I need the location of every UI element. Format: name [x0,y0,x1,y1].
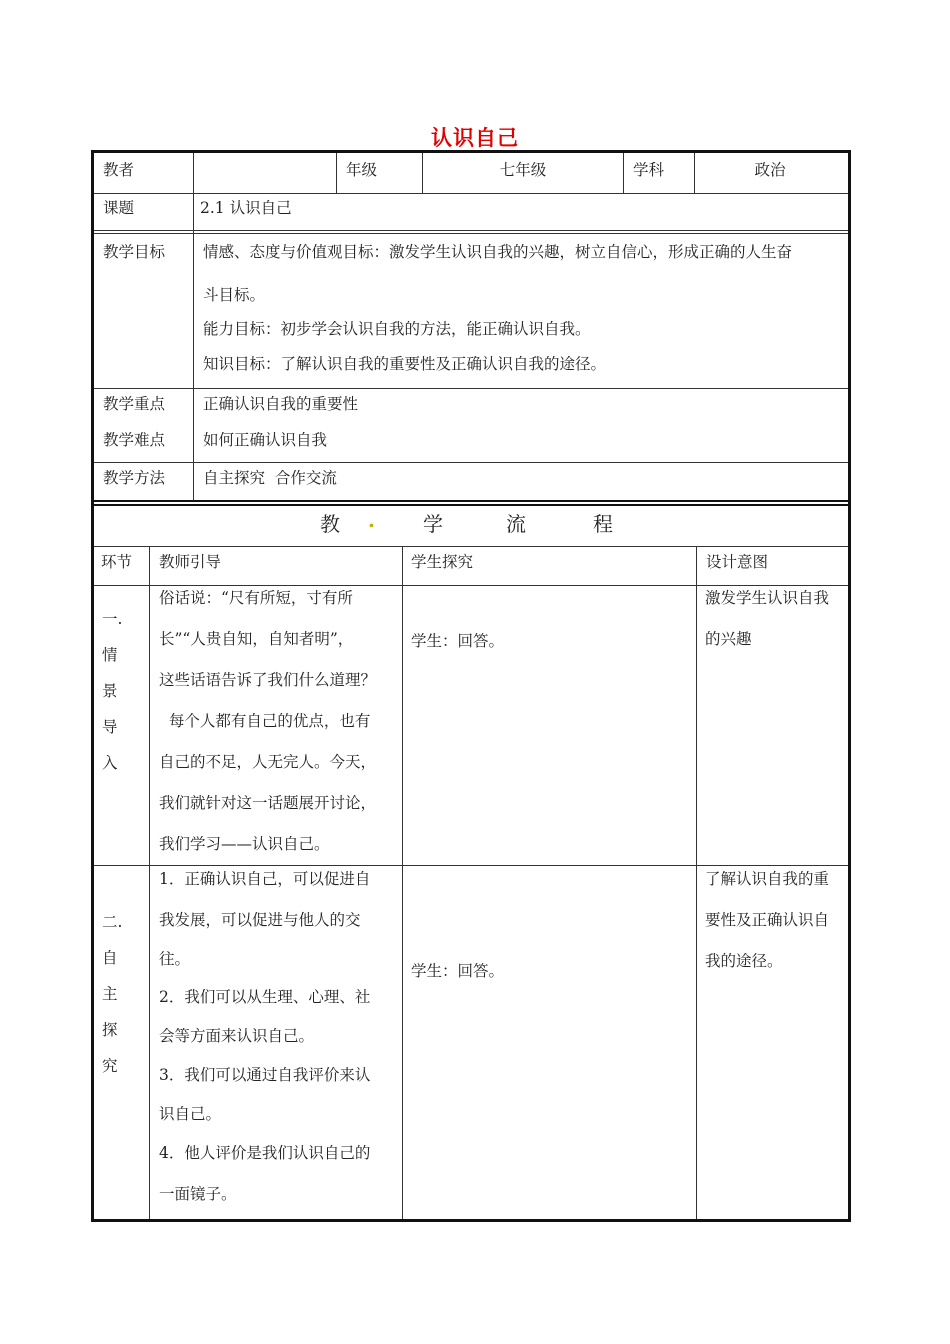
flow-title-dot: . [368,508,375,532]
flow-title-char: 教 [320,512,340,536]
subject-value: 政治 [754,161,786,179]
column-divider [402,546,403,1219]
goal-line: 斗目标。 [203,286,266,304]
column-header: 环节 [101,553,133,571]
method-label: 教学方法 [103,469,166,487]
goals-label: 教学目标 [103,243,166,261]
flow-title-char: 流 [506,512,526,536]
key-point-label: 教学重点 [103,395,166,413]
grade-value: 七年级 [499,161,547,179]
difficulty-label: 教学难点 [103,431,166,449]
column-header: 教师引导 [159,553,222,571]
goal-line: 情感、态度与价值观目标：激发学生认识自我的兴趣，树立自信心，形成正确的人生奋 [203,243,793,261]
column-divider [193,153,194,500]
goal-line: 能力目标：初步学会认识自我的方法，能正确认识自我。 [203,320,591,338]
column-header: 学生探究 [411,553,474,571]
row-divider [94,233,848,234]
row-divider [94,193,848,194]
lesson-value: 2.1 认识自己 [200,199,292,217]
column-divider [696,546,697,1219]
student-activity: 学生：回答。 [411,962,505,980]
column-header: 设计意图 [706,553,769,571]
column-divider [336,153,337,193]
row-divider [94,230,848,231]
student-activity: 学生：回答。 [411,632,505,650]
method-value: 自主探究 合作交流 [203,469,337,487]
flow-title-char: 学 [423,512,443,536]
design-intent: 了解认识自我的重 要性及正确认识自 我的途径。 [705,870,830,970]
lesson-label: 课题 [103,199,135,217]
column-divider [623,153,624,193]
flow-title-char: 程 [593,512,613,536]
difficulty-value: 如何正确认识自我 [203,431,328,449]
row-divider [94,388,848,389]
row-divider [94,462,848,463]
teacher-guidance: 俗话说：“尺有所短，寸有所 长”“人贵自知，自知者明”， 这些话语告诉了我们什么道理？ 每个人都有自己的优点，也有 自己的不足，人无完人。今天， 我们就针对这一话题展开讨论， 我们学习——认识自己。 [159,589,377,853]
teacher-label: 教者 [103,161,135,179]
stage-label: 二. 自 主 探 究 [102,913,123,1075]
row-divider [94,504,848,506]
stage-label: 一. 情 景 导 入 [102,610,123,772]
row-divider [94,546,848,547]
design-intent: 激发学生认识自我 的兴趣 [705,589,830,648]
column-divider [149,546,150,1219]
page-title: 认识自己 [431,125,519,150]
key-point-value: 正确认识自我的重要性 [203,395,359,413]
subject-label: 学科 [633,161,665,179]
teacher-guidance: 1．正确认识自己，可以促进自 我发展，可以促进与他人的交 往。 2．我们可以从生理、心理、社 会等方面来认识自己。 3．我们可以通过自我评价来认 识自己。 4．他人评价是我们认识自己的 一面镜子。 [159,870,371,1203]
row-divider [94,500,848,502]
goal-line: 知识目标：了解认识自我的重要性及正确认识自我的途径。 [203,355,607,373]
grade-label: 年级 [346,161,378,179]
